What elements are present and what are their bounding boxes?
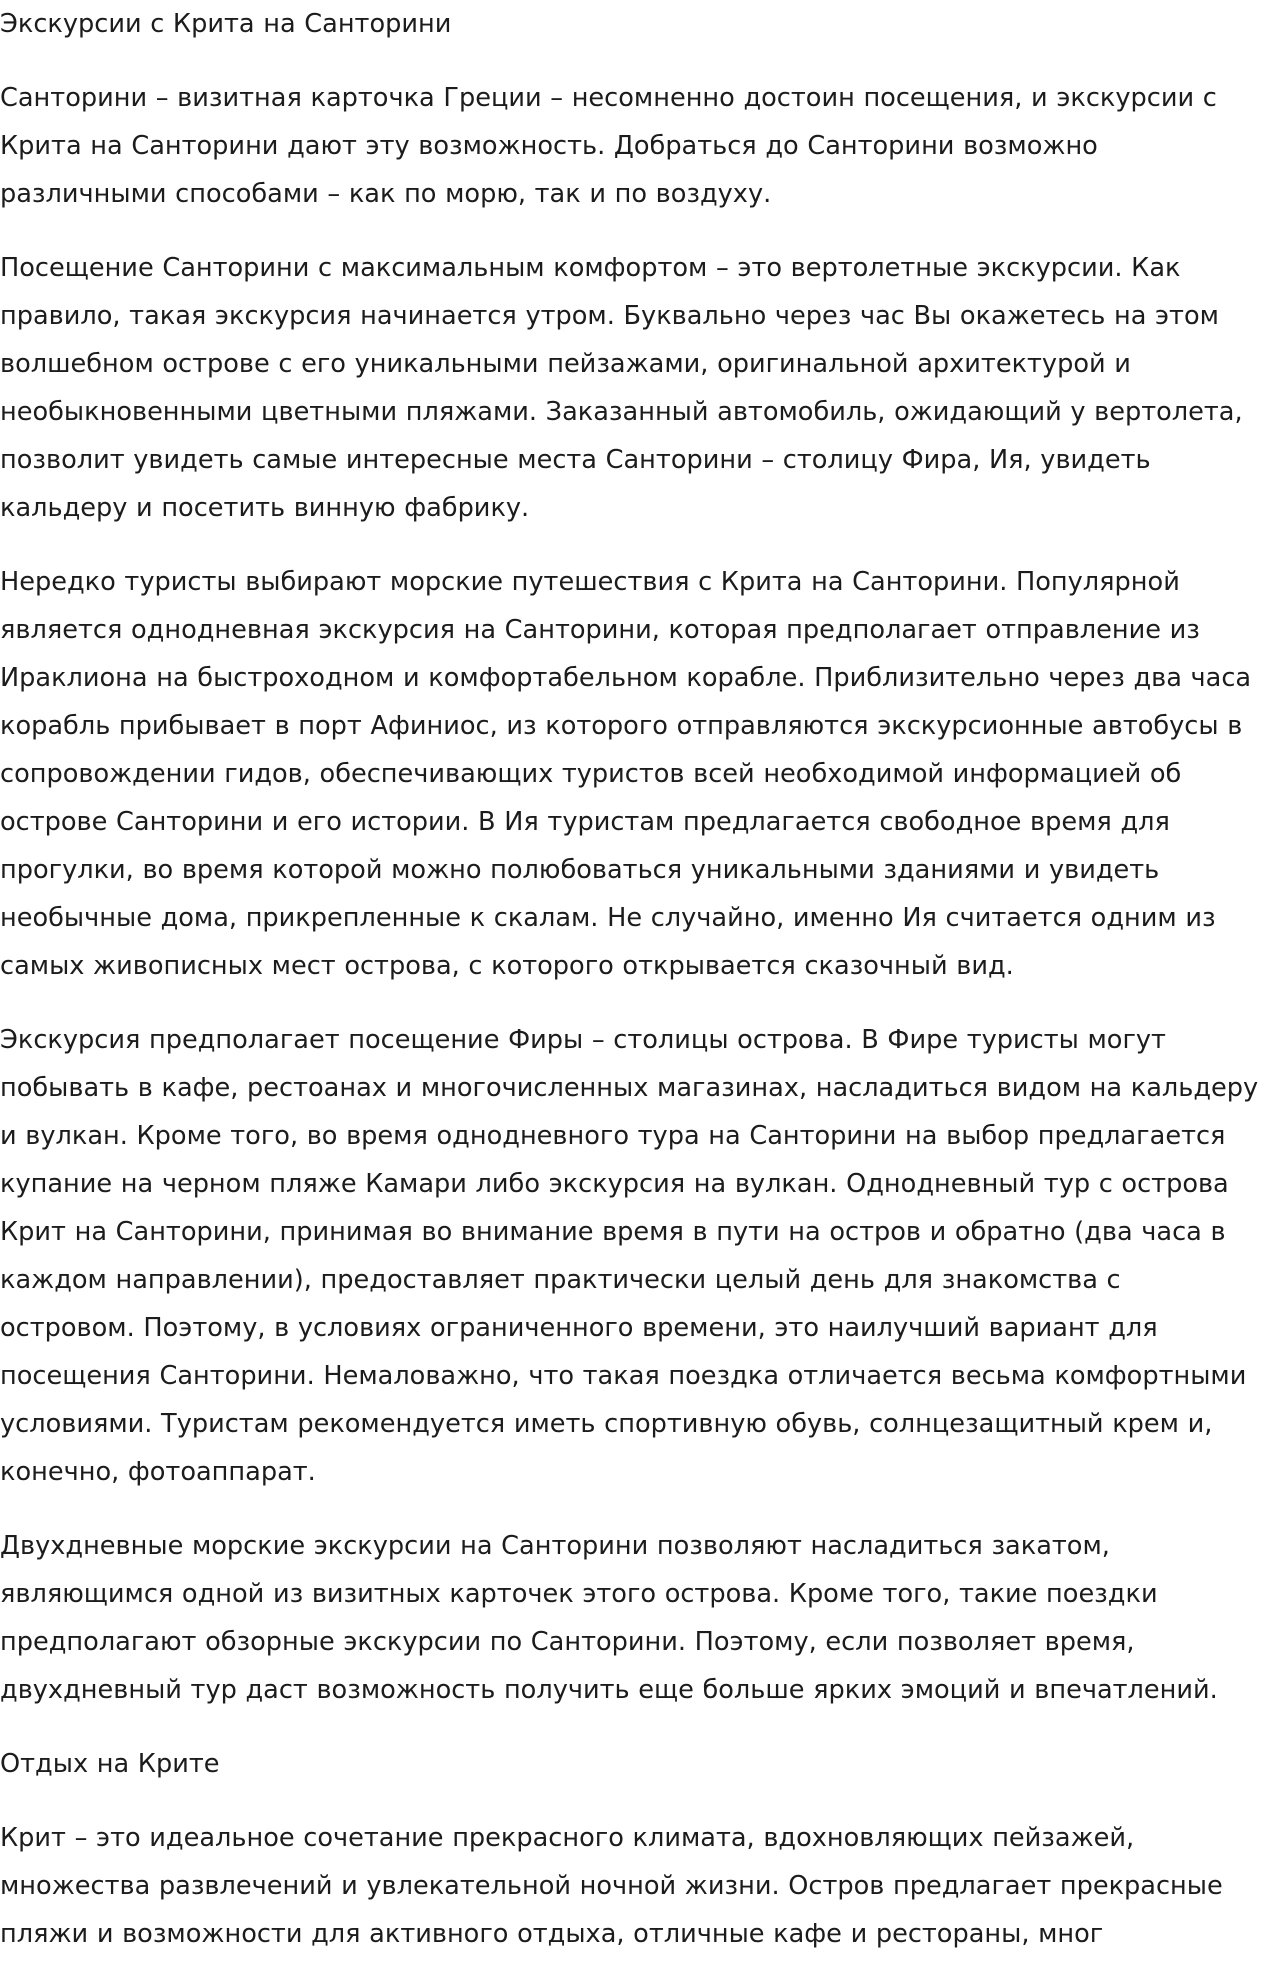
- section-title-crete: Отдых на Крите: [0, 1749, 220, 1779]
- paragraph-helicopter: Посещение Санторини с максимальным комфортом – это вертолетные экскурсии. Как правило, такая экскурсия начинается утром. Буквально через час Вы окажетесь на этом волшебном острове с его уникальными пейзажами, оригинальной архитектурой и необыкновенными цветными пляжами. Заказанный автомобиль, ожидающий у вертолета, позволит увидеть самые интересные места Санторини – столицу Фира, Ия, увидеть кальдеру и посетить винную фабрику.: [0, 253, 1243, 523]
- paragraph-intro: Санторини – визитная карточка Греции – несомненно достоин посещения, и экскурсии с Крита на Санторини дают эту возможность. Добраться до Санторини возможно различными способами – как по морю, так и по воздуху.: [0, 83, 1217, 209]
- paragraph-sea-trips: Нередко туристы выбирают морские путешествия с Крита на Санторини. Популярной является однодневная экскурсия на Санторини, которая предполагает отправление из Ираклиона на быстроходном и комфортабельном корабле. Приблизительно через два часа корабль прибывает в порт Афиниос, из которого отправляются экскурсионные автобусы в сопровождении гидов, обеспечивающих туристов всей необходимой информацией об острове Санторини и его истории. В Ия туристам предлагается свободное время для прогулки, во время которой можно полюбоваться уникальными зданиями и увидеть необычные дома, прикрепленные к скалам. Не случайно, именно Ия считается одним из самых живописных мест острова, с которого открывается сказочный вид.: [0, 567, 1252, 981]
- paragraph-two-day: Двухдневные морские экскурсии на Санторини позволяют насладиться закатом, являющимся одной из визитных карточек этого острова. Кроме того, такие поездки предполагают обзорные экскурсии по Санторини. Поэтому, если позволяет время, двухдневный тур даст возможность получить еще больше ярких эмоций и впечатлений.: [0, 1531, 1218, 1705]
- paragraph-fira: Экскурсия предполагает посещение Фиры – столицы острова. В Фире туристы могут побывать в кафе, рестоанах и многочисленных магазинах, насладиться видом на кальдеру и вулкан. Кроме того, во время однодневного тура на Санторини на выбор предлагается купание на черном пляже Камари либо экскурсия на вулкан. Однодневный тур с острова Крит на Санторини, принимая во внимание время в пути на остров и обратно (два часа в каждом направлении), предоставляет практически целый день для знакомства с островом. Поэтому, в условиях ограниченного времени, это наилучший вариант для посещения Санторини. Немаловажно, что такая поездка отличается весьма комфортными условиями. Туристам рекомендуется иметь спортивную обувь, солнцезащитный крем и, конечно, фотоаппарат.: [0, 1025, 1259, 1487]
- document-title: Экскурсии с Крита на Санторини: [0, 9, 452, 39]
- paragraph-crete: Крит – это идеальное сочетание прекрасного климата, вдохновляющих пейзажей, множества развлечений и увлекательной ночной жизни. Остров предлагает прекрасные пляжи и возможности для активного отдыха, отличные кафе и рестораны, мног: [0, 1823, 1223, 1949]
